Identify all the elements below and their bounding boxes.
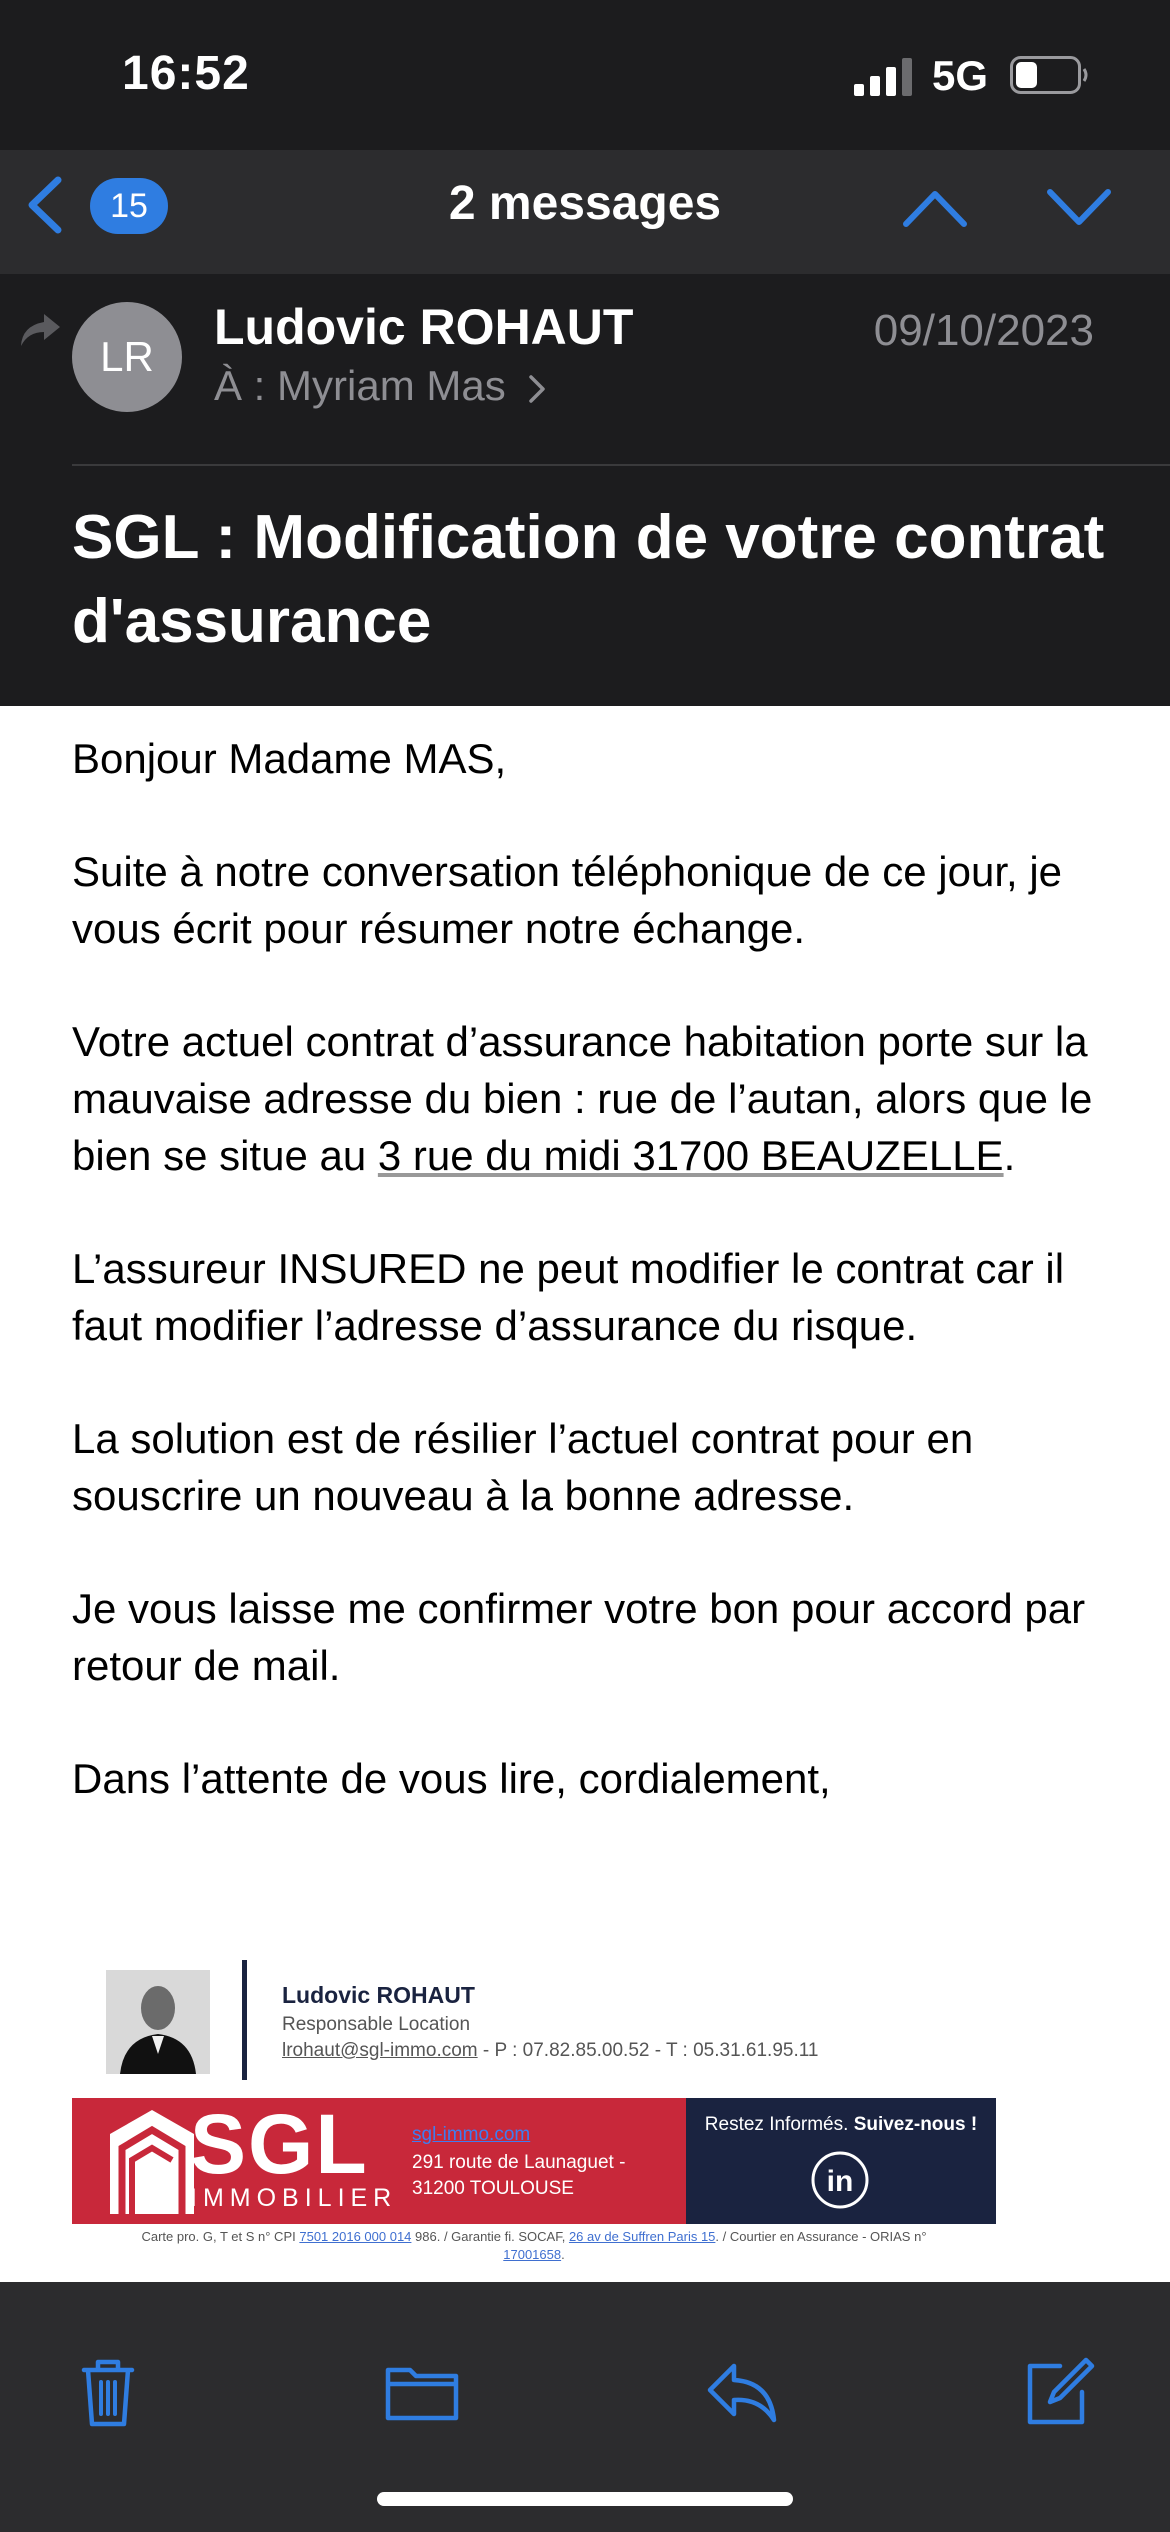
follow-bold: Suivez-nous ! xyxy=(853,2114,978,2135)
header-divider xyxy=(72,464,1170,466)
follow-us-text xyxy=(686,2114,996,2136)
forwarded-icon xyxy=(18,312,62,348)
linkedin-icon[interactable] xyxy=(810,2150,870,2210)
folder-icon[interactable] xyxy=(384,2354,460,2430)
recipient-line[interactable] xyxy=(214,362,547,410)
sgl-logo-subtitle: IMMOBILIER xyxy=(190,2184,398,2212)
body-paragraph: L’assureur INSURED ne peut modifier le contrat car il faut modifier l’adresse d’assurance du risque. xyxy=(72,1245,1065,1349)
home-indicator xyxy=(377,2492,793,2506)
recipient-prefix: À : xyxy=(214,362,266,409)
closing: Dans l’attente de vous lire, cordialement, xyxy=(72,1755,831,1802)
signature-role: Responsable Location xyxy=(282,2014,471,2035)
compose-icon[interactable] xyxy=(1020,2354,1096,2430)
signature-phones: - P : 07.82.85.00.52 - T : 05.31.61.95.11 xyxy=(477,2040,819,2061)
address-line-1: 291 route de Launaguet - xyxy=(412,2152,626,2173)
legal-text: Carte pro. G, T et S n° CPI xyxy=(141,2229,300,2244)
email-signature xyxy=(72,1960,996,2270)
signature-photo xyxy=(106,1970,210,2074)
trash-icon[interactable] xyxy=(70,2354,146,2430)
signature-name: Ludovic ROHAUT xyxy=(282,1982,475,2008)
legal-link[interactable]: 7501 2016 000 014 xyxy=(299,2229,412,2244)
previous-message-arrow-icon[interactable] xyxy=(900,180,970,232)
network-type: 5G xyxy=(932,52,989,99)
body-paragraph: Suite à notre conversation téléphonique de ce jour, je vous écrit pour résumer notre échange. xyxy=(72,848,1063,952)
legal-text: . xyxy=(561,2247,565,2262)
battery-icon xyxy=(1010,56,1090,94)
sgl-logo-icon xyxy=(102,2104,202,2218)
banner-red-block xyxy=(72,2098,686,2224)
body-text: Votre actuel contrat d’assurance habitation porte sur la mauvaise adresse du bien : rue de l’autan, alors que le bien se situe au xyxy=(72,1018,1093,1179)
banner-navy-block xyxy=(686,2098,996,2224)
unread-count-badge[interactable]: 15 xyxy=(90,178,168,234)
website-link[interactable]: sgl-immo.com xyxy=(412,2124,531,2145)
sender-name[interactable]: Ludovic ROHAUT xyxy=(214,299,634,355)
address-link[interactable]: 3 rue du midi 31700 BEAUZELLE xyxy=(377,1132,1004,1179)
sender-avatar[interactable]: LR xyxy=(72,302,182,412)
follow-prefix: Restez Informés. xyxy=(704,2114,854,2135)
message-subject: SGL : Modification de votre contrat d'assurance xyxy=(72,503,1105,656)
body-text: . xyxy=(1003,1132,1016,1179)
legal-link[interactable]: 17001658 xyxy=(503,2247,562,2262)
recipient-name[interactable]: Myriam Mas xyxy=(277,362,506,409)
body-paragraph xyxy=(72,1013,1112,1184)
message-header xyxy=(0,274,1170,706)
message-date: 09/10/2023 xyxy=(873,306,1094,355)
legal-text: 986. / Garantie fi. SOCAF, xyxy=(411,2229,569,2244)
reply-icon[interactable] xyxy=(704,2354,780,2430)
address-line-2: 31200 TOULOUSE xyxy=(412,2178,574,2199)
signature-banner xyxy=(72,2098,996,2224)
legal-link[interactable]: 26 av de Suffren Paris 15 xyxy=(568,2229,716,2244)
message-body xyxy=(72,730,1112,1863)
greeting: Bonjour Madame MAS, xyxy=(72,735,507,782)
signal-icon xyxy=(854,58,916,96)
body-paragraph: Je vous laisse me confirmer votre bon pour accord par retour de mail. xyxy=(72,1585,1086,1689)
body-paragraph: La solution est de résilier l’actuel contrat pour en souscrire un nouveau à la bonne adresse. xyxy=(72,1415,974,1519)
nav-title: 2 messages xyxy=(448,177,722,230)
person-photo-icon xyxy=(106,1970,210,2074)
nav-bar xyxy=(0,150,1170,274)
status-bar xyxy=(0,0,1170,150)
sgl-logo-text: SGL xyxy=(190,2097,369,2191)
chevron-right-icon[interactable] xyxy=(527,374,547,404)
legal-text: . / Courtier en Assurance - ORIAS n° xyxy=(715,2229,927,2244)
next-message-arrow-icon[interactable] xyxy=(1044,180,1114,232)
signature-email-link[interactable]: lrohaut@sgl-immo.com xyxy=(282,2040,478,2061)
signature-divider xyxy=(242,1960,247,2080)
signature-legal xyxy=(72,2228,996,2264)
linkedin-label: in xyxy=(826,2165,854,2198)
signature-contact xyxy=(282,2040,818,2062)
status-time: 16:52 xyxy=(122,47,250,100)
